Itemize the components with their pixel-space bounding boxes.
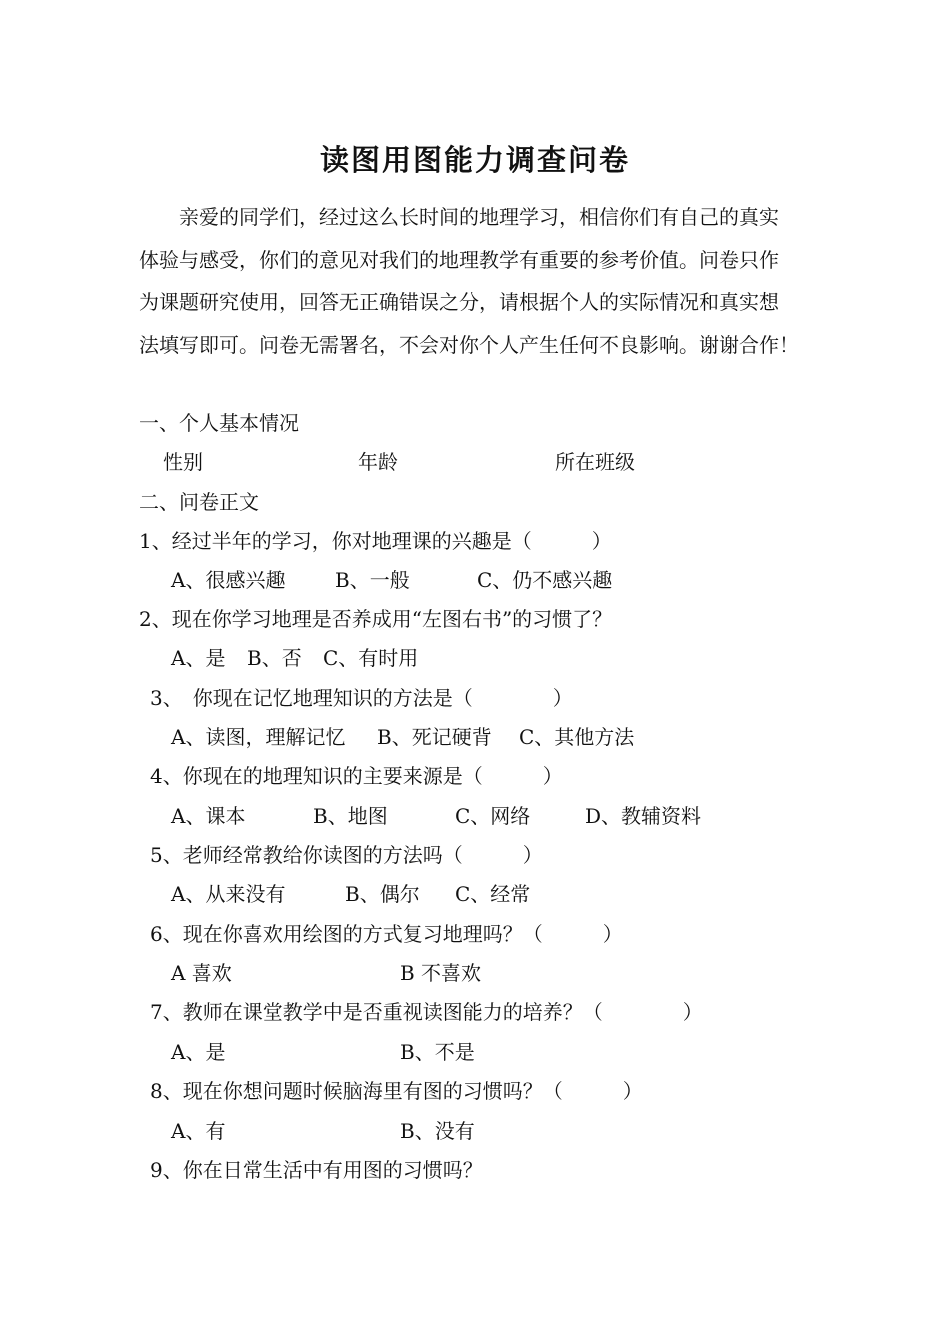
option: C、有时用: [323, 646, 419, 670]
question-9: 9、你在日常生活中有用图的习惯吗？: [150, 1158, 483, 1182]
section1-heading: 一、个人基本情况: [139, 411, 299, 435]
option: B、没有: [400, 1119, 475, 1143]
option: A、读图，理解记忆: [171, 725, 346, 749]
option: B、否: [247, 646, 302, 670]
option: B 不喜欢: [400, 961, 482, 985]
option: B、一般: [335, 568, 410, 592]
question-8: 8、现在你想问题时候脑海里有图的习惯吗？（ ）: [150, 1079, 643, 1103]
gender-field-label: 性别: [163, 450, 203, 474]
question-4: 4、你现在的地理知识的主要来源是（ ）: [150, 764, 563, 788]
option: A、很感兴趣: [171, 568, 286, 592]
option: C、其他方法: [519, 725, 635, 749]
option: B、地图: [313, 804, 388, 828]
question-3: 3、 你现在记忆地理知识的方法是（ ）: [150, 686, 573, 710]
intro-line: 法填写即可。问卷无需署名，不会对你个人产生任何不良影响。谢谢合作！: [139, 332, 799, 357]
option: B、死记硬背: [377, 725, 492, 749]
question-6: 6、现在你喜欢用绘图的方式复习地理吗？（ ）: [150, 922, 623, 946]
option: A、有: [171, 1119, 226, 1143]
intro-paragraph: [139, 197, 839, 367]
question-5: 5、老师经常教给你读图的方法吗（ ）: [150, 843, 543, 867]
intro-line: 为课题研究使用，回答无正确错误之分，请根据个人的实际情况和真实想: [139, 290, 779, 314]
age-field-label: 年龄: [358, 450, 398, 474]
option: A、是: [171, 1040, 226, 1064]
option: C、经常: [455, 882, 531, 906]
section2-heading: 二、问卷正文: [139, 490, 259, 514]
option: C、仍不感兴趣: [477, 568, 613, 592]
question-2: 2、现在你学习地理是否养成用“左图右书”的习惯了？: [139, 607, 613, 631]
question-7: 7、教师在课堂教学中是否重视读图能力的培养？（ ）: [150, 1000, 703, 1024]
option: A、课本: [171, 804, 246, 828]
option: A 喜欢: [171, 961, 232, 985]
option: A、是: [171, 646, 226, 670]
option: B、偶尔: [345, 882, 420, 906]
page-title: 读图用图能力调查问卷: [319, 143, 630, 177]
intro-line: 体验与感受，你们的意见对我们的地理教学有重要的参考价值。问卷只作: [139, 247, 779, 272]
option: C、网络: [455, 804, 531, 828]
option: D、教辅资料: [585, 804, 702, 828]
option: B、不是: [400, 1040, 475, 1064]
option: A、从来没有: [171, 882, 286, 906]
intro-line: 亲爱的同学们，经过这么长时间的地理学习，相信你们有自己的真实: [179, 205, 779, 229]
question-1: 1、经过半年的学习，你对地理课的兴趣是（ ）: [139, 529, 612, 553]
class-field-label: 所在班级: [555, 450, 635, 474]
